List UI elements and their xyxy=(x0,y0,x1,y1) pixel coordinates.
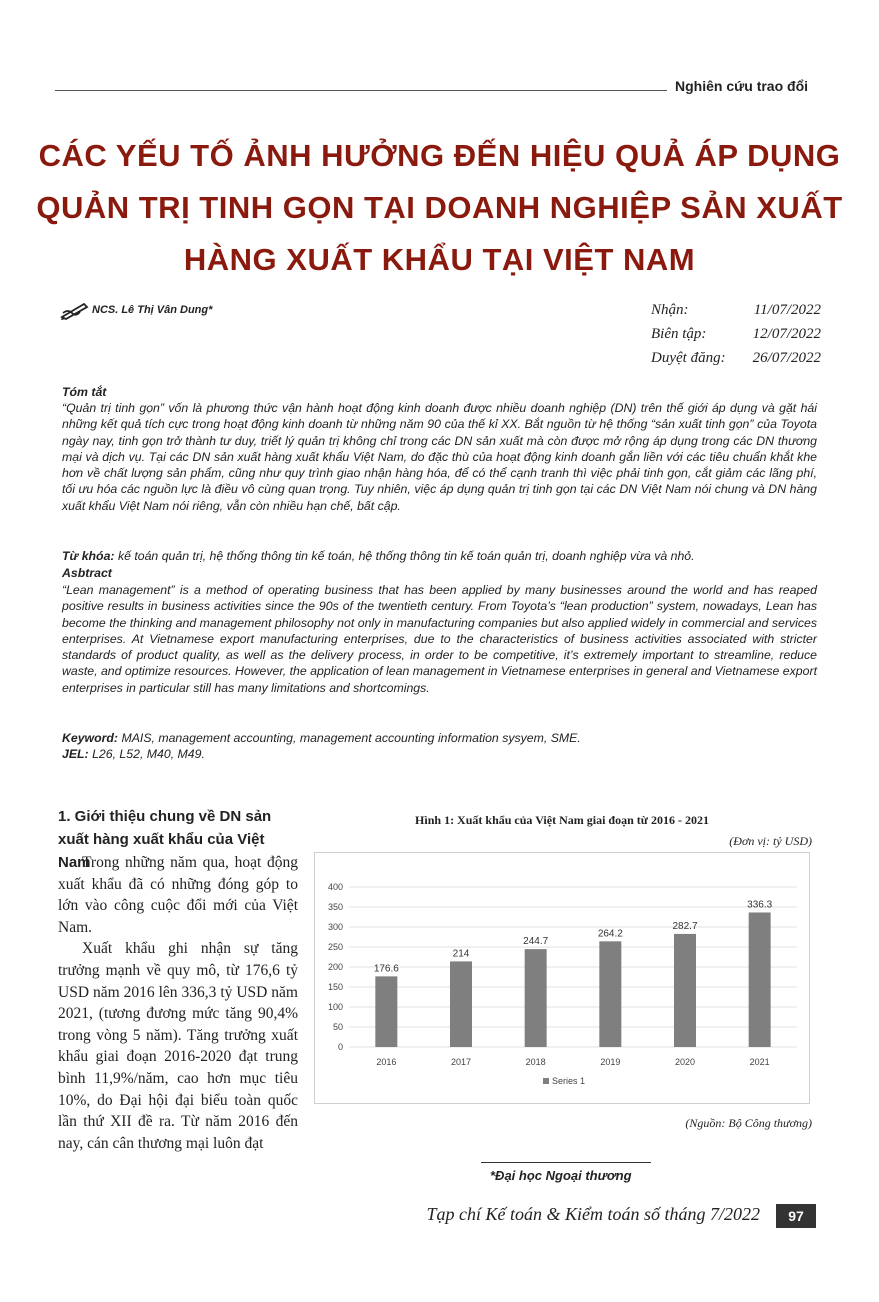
jel-label: JEL: xyxy=(62,747,89,761)
bar xyxy=(525,949,547,1047)
bar xyxy=(599,941,621,1047)
page-number: 97 xyxy=(776,1204,816,1228)
chart-svg xyxy=(315,853,809,1103)
abstract-vn-text: “Quản trị tinh gọn” vốn là phương thức vận hành hoạt động kinh doanh được nhiều doanh nghiệp (DN) trên thế giới áp dụng và gặt hái những kết quả tích cực trong hoạt động kinh doanh từ những năm 90 của thế kỉ XX. Bắt nguồn từ hệ thống “sản xuất tinh gọn” của Toyota ngày nay, tinh gọn trở thành tư duy, triết lý quản trị không chỉ trong các DN sản xuất mà còn được mở rộng áp dụng trong các DN thương mại và dịch vụ. Tại các DN sản xuất hàng xuất khẩu Việt Nam, do đặc thù của hoạt động kinh doanh gắn liền với các tiêu chuẩn khắt khe hơn về chất lượng sản phẩm, cũng như quy trình giao nhận hàng hóa, để có thể cạnh tranh thì việc phải tinh gọn, cắt giảm các lãng phí, tối ưu hóa các nguồn lực là điều vô cùng quan trọng. Tuy nhiên, việc áp dụng quản trị tinh gọn tại các DN Việt Nam nói chung và DN hàng xuất khẩu Việt Nam nói riêng, vẫn còn nhiều hạn chế, bất cập. xyxy=(62,401,817,513)
author-block xyxy=(60,300,212,320)
abstract-vn-heading: Tóm tắt xyxy=(62,385,107,399)
data-label: 282.7 xyxy=(672,920,698,932)
x-tick-label: 2018 xyxy=(525,1057,546,1067)
y-tick-label: 150 xyxy=(327,982,343,992)
bar xyxy=(375,976,397,1047)
date-approved xyxy=(651,350,821,367)
section-heading: 1. Giới thiệu chung về DN sản xuất hàng xuất khẩu của Việt Nam xyxy=(58,808,272,871)
keywords-vn-text: kế toán quản trị, hệ thống thông tin kế toán, hệ thống thông tin kế toán quản trị, doanh nghiệp vừa và nhỏ. xyxy=(117,549,695,563)
date-value: 12/07/2022 xyxy=(752,326,821,342)
jel-codes xyxy=(62,746,817,762)
y-tick-label: 400 xyxy=(327,882,343,892)
bar xyxy=(674,934,696,1047)
article-title-line-1: CÁC YẾU TỐ ẢNH HƯỞNG ĐẾN HIỆU QUẢ ÁP DỤNG xyxy=(38,138,841,173)
body-paragraph: Xuất khẩu ghi nhận sự tăng trưởng mạnh về quy mô, từ 176,6 tỷ USD năm 2016 lên 336,3 tỷ USD năm 2021, (tương đương mức tăng 90,4% trong vòng 5 năm). Tăng trưởng xuất khẩu giai đoạn 2016-2020 đạt trung bình 11,9%/năm, cao hơn mục tiêu 10%, do Đại hội đại biểu toàn quốc lần thứ XII đề ra. Từ năm 2016 đến nay, cán cân thương mại luôn đạt xyxy=(58,940,298,1152)
figure-caption: Hình 1: Xuất khẩu của Việt Nam giai đoạn từ 2016 - 2021 xyxy=(415,813,709,827)
y-tick-label: 300 xyxy=(327,922,343,932)
abstract-en-heading: Asbtract xyxy=(62,566,112,580)
y-tick-label: 200 xyxy=(327,962,343,972)
data-label: 214 xyxy=(452,948,470,960)
legend-label: Series 1 xyxy=(552,1076,586,1086)
date-value: 26/07/2022 xyxy=(752,350,821,366)
data-label: 244.7 xyxy=(523,936,549,948)
x-tick-label: 2021 xyxy=(749,1057,770,1067)
data-label: 176.6 xyxy=(373,963,399,975)
y-tick-label: 350 xyxy=(327,902,343,912)
article-title-line-3: HÀNG XUẤT KHẨU TẠI VIỆT NAM xyxy=(183,242,696,277)
section-rule xyxy=(55,90,667,91)
keywords-en-label: Keyword: xyxy=(62,731,119,745)
x-tick-label: 2017 xyxy=(450,1057,472,1067)
date-label: Duyệt đăng: xyxy=(651,350,726,366)
y-tick-label: 0 xyxy=(337,1042,343,1052)
body-text xyxy=(58,852,298,1154)
y-tick-label: 250 xyxy=(327,942,343,952)
jel-text: L26, L52, M40, M49. xyxy=(92,747,205,761)
keywords-en-text: MAIS, management accounting, management accounting information sysyem, SME. xyxy=(121,731,581,745)
author-name: NCS. Lê Thị Vân Dung* xyxy=(92,304,213,316)
x-tick-label: 2016 xyxy=(376,1057,397,1067)
pen-writing-icon xyxy=(60,300,90,320)
y-tick-label: 50 xyxy=(332,1022,343,1032)
footnote-rule xyxy=(481,1162,651,1163)
data-label: 336.3 xyxy=(747,899,773,911)
legend-swatch xyxy=(543,1078,549,1084)
bar-chart xyxy=(314,852,810,1104)
date-received xyxy=(651,302,821,319)
keywords-vn xyxy=(62,548,817,564)
x-tick-label: 2020 xyxy=(674,1057,696,1067)
journal-name: Tạp chí Kế toán & Kiểm toán số tháng 7/2022 xyxy=(426,1204,760,1224)
x-tick-label: 2019 xyxy=(600,1057,621,1067)
keywords-en xyxy=(62,730,817,746)
bar xyxy=(749,912,771,1047)
date-edited xyxy=(651,326,821,343)
data-label: 264.2 xyxy=(597,928,623,940)
abstract-en-text: “Lean management” is a method of operating business that has been applied by many businesses around the world and has reaped positive results in business activities since the 90s of the twentieth century. From Toyota’s “lean production” system, nowadays, Lean has become the thinking and management philosophy not only in manufacturing companies but also applied widely in commercial and services enterprises. At Vietnamese export manufacturing enterprises, due to the characteristics of business activities associated with stricter standards of product quality, as well as the delivery process, in order to be competitive, it’s extremely important to streamline, reduce waste, and optimize resources. However, the application of lean management in Vietnamese enterprises in general and Vietnamese export enterprises in particular still has many limitations and shortcomings. xyxy=(62,583,817,695)
date-label: Biên tập: xyxy=(651,326,707,342)
keywords-vn-label: Từ khóa: xyxy=(62,549,115,563)
y-tick-label: 100 xyxy=(327,1002,343,1012)
figure-source: (Nguồn: Bộ Công thương) xyxy=(685,1116,812,1130)
body-paragraph: Trong những năm qua, hoạt động xuất khẩu đã có những đóng góp to lớn vào công cuộc đổi mới của Việt Nam. xyxy=(58,854,298,936)
date-value: 11/07/2022 xyxy=(753,302,821,318)
author-affiliation-footnote: *Đại học Ngoại thương xyxy=(490,1168,632,1183)
article-title-line-2: QUẢN TRỊ TINH GỌN TẠI DOANH NGHIỆP SẢN XUẤT xyxy=(36,190,843,225)
figure-unit: (Đơn vị: tỷ USD) xyxy=(729,834,812,848)
date-label: Nhận: xyxy=(651,302,689,318)
section-label: Nghiên cứu trao đổi xyxy=(675,78,809,94)
bar xyxy=(450,961,472,1047)
